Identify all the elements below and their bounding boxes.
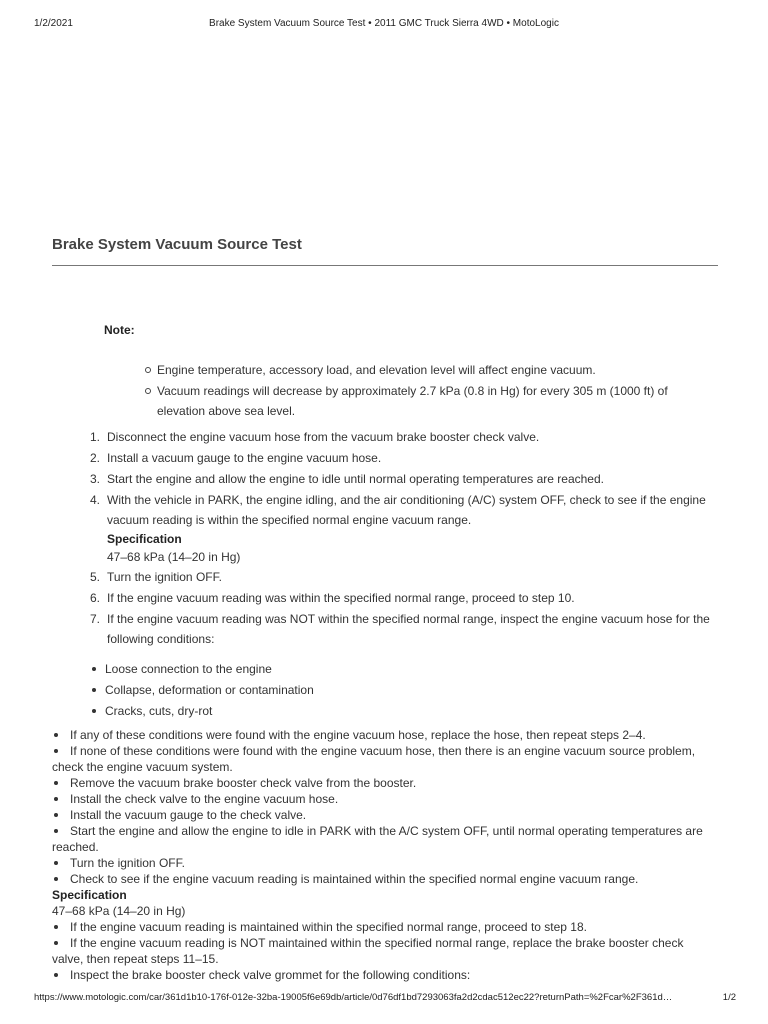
step-item: 6. If the engine vacuum reading was within the specified normal range, proceed to step 10. <box>90 591 575 605</box>
step-item: 1. Disconnect the engine vacuum hose from the vacuum brake booster check valve. <box>90 430 540 444</box>
step-item: 4. With the vehicle in PARK, the engine idling, and the air conditioning (A/C) system OFF, check to see if the engine vacuum reading is within the specified normal engine vacuum range. Specification 47–68 kPa (14–20 in Hg) <box>90 490 720 566</box>
note-item: Vacuum readings will decrease by approximately 2.7 kPa (0.8 in Hg) for every 305 m (1000 ft) of elevation above sea level. <box>145 381 715 421</box>
bullet-icon <box>92 667 96 671</box>
specification-label: Specification <box>52 888 127 902</box>
print-footer-url: https://www.motologic.com/car/361d1b10-176f-012e-32ba-19005f6e69db/article/0d76df1bd7293063fa2d2cdac512ec22?returnPath=%2Fcar%2F361d… <box>34 992 673 1003</box>
bullet-icon <box>54 925 58 929</box>
condition-item: Collapse, deformation or contamination <box>92 680 692 700</box>
list-item: Turn the ignition OFF. <box>52 855 712 871</box>
circle-bullet-icon <box>145 367 151 373</box>
list-item: If none of these conditions were found with the engine vacuum hose, then there is an engine vacuum source problem, check the engine vacuum system. <box>52 744 696 774</box>
page-number: 1/2 <box>722 992 736 1003</box>
bullet-icon <box>54 781 58 785</box>
continuation-list <box>52 727 712 983</box>
bullet-icon <box>54 813 58 817</box>
step-item: 7. If the engine vacuum reading was NOT within the specified normal range, inspect the engine vacuum hose for the following conditions: <box>90 612 710 646</box>
list-item: If any of these conditions were found with the engine vacuum hose, replace the hose, then repeat steps 2–4. <box>52 727 712 743</box>
bullet-icon <box>54 861 58 865</box>
bullet-icon <box>54 733 58 737</box>
step-item: 3. Start the engine and allow the engine to idle until normal operating temperatures are reached. <box>90 472 604 486</box>
page-title: Brake System Vacuum Source Test <box>52 236 302 253</box>
procedure-steps <box>90 427 720 650</box>
note-item: Engine temperature, accessory load, and elevation level will affect engine vacuum. <box>145 360 715 380</box>
specification-value: 47–68 kPa (14–20 in Hg) <box>52 904 186 918</box>
list-item: If the engine vacuum reading is maintained within the specified normal range, proceed to step 18. <box>52 919 712 935</box>
bullet-icon <box>92 709 96 713</box>
list-item: If the engine vacuum reading is NOT maintained within the specified normal range, replace the brake booster check valve, then repeat steps 11–15. <box>52 936 684 966</box>
bullet-icon <box>54 877 58 881</box>
step-item: 2. Install a vacuum gauge to the engine vacuum hose. <box>90 451 382 465</box>
list-item: Install the vacuum gauge to the check valve. <box>52 807 712 823</box>
title-divider <box>52 265 718 266</box>
bullet-icon <box>54 749 58 753</box>
bullet-icon <box>54 829 58 833</box>
condition-item: Loose connection to the engine <box>92 659 692 679</box>
bullet-icon <box>54 797 58 801</box>
print-date: 1/2/2021 <box>34 18 73 29</box>
bullet-icon <box>54 973 58 977</box>
list-item: Inspect the brake booster check valve grommet for the following conditions: <box>52 967 712 983</box>
list-item: Start the engine and allow the engine to idle in PARK with the A/C system OFF, until normal operating temperatures are reached. <box>52 824 703 854</box>
note-list <box>145 360 715 422</box>
bullet-icon <box>92 688 96 692</box>
list-item: Check to see if the engine vacuum reading is maintained within the specified normal engine vacuum range. <box>52 871 712 887</box>
print-header-title: Brake System Vacuum Source Test • 2011 GMC Truck Sierra 4WD • MotoLogic <box>209 18 559 29</box>
step-item: 5. Turn the ignition OFF. <box>90 570 222 584</box>
note-label: Note: <box>104 323 135 337</box>
list-item: Install the check valve to the engine vacuum hose. <box>52 791 712 807</box>
condition-item: Cracks, cuts, dry-rot <box>92 701 692 721</box>
conditions-list <box>92 659 692 722</box>
bullet-icon <box>54 941 58 945</box>
specification-label: Specification <box>107 532 182 546</box>
specification-value: 47–68 kPa (14–20 in Hg) <box>107 550 241 564</box>
list-item: Remove the vacuum brake booster check valve from the booster. <box>52 775 712 791</box>
circle-bullet-icon <box>145 388 151 394</box>
